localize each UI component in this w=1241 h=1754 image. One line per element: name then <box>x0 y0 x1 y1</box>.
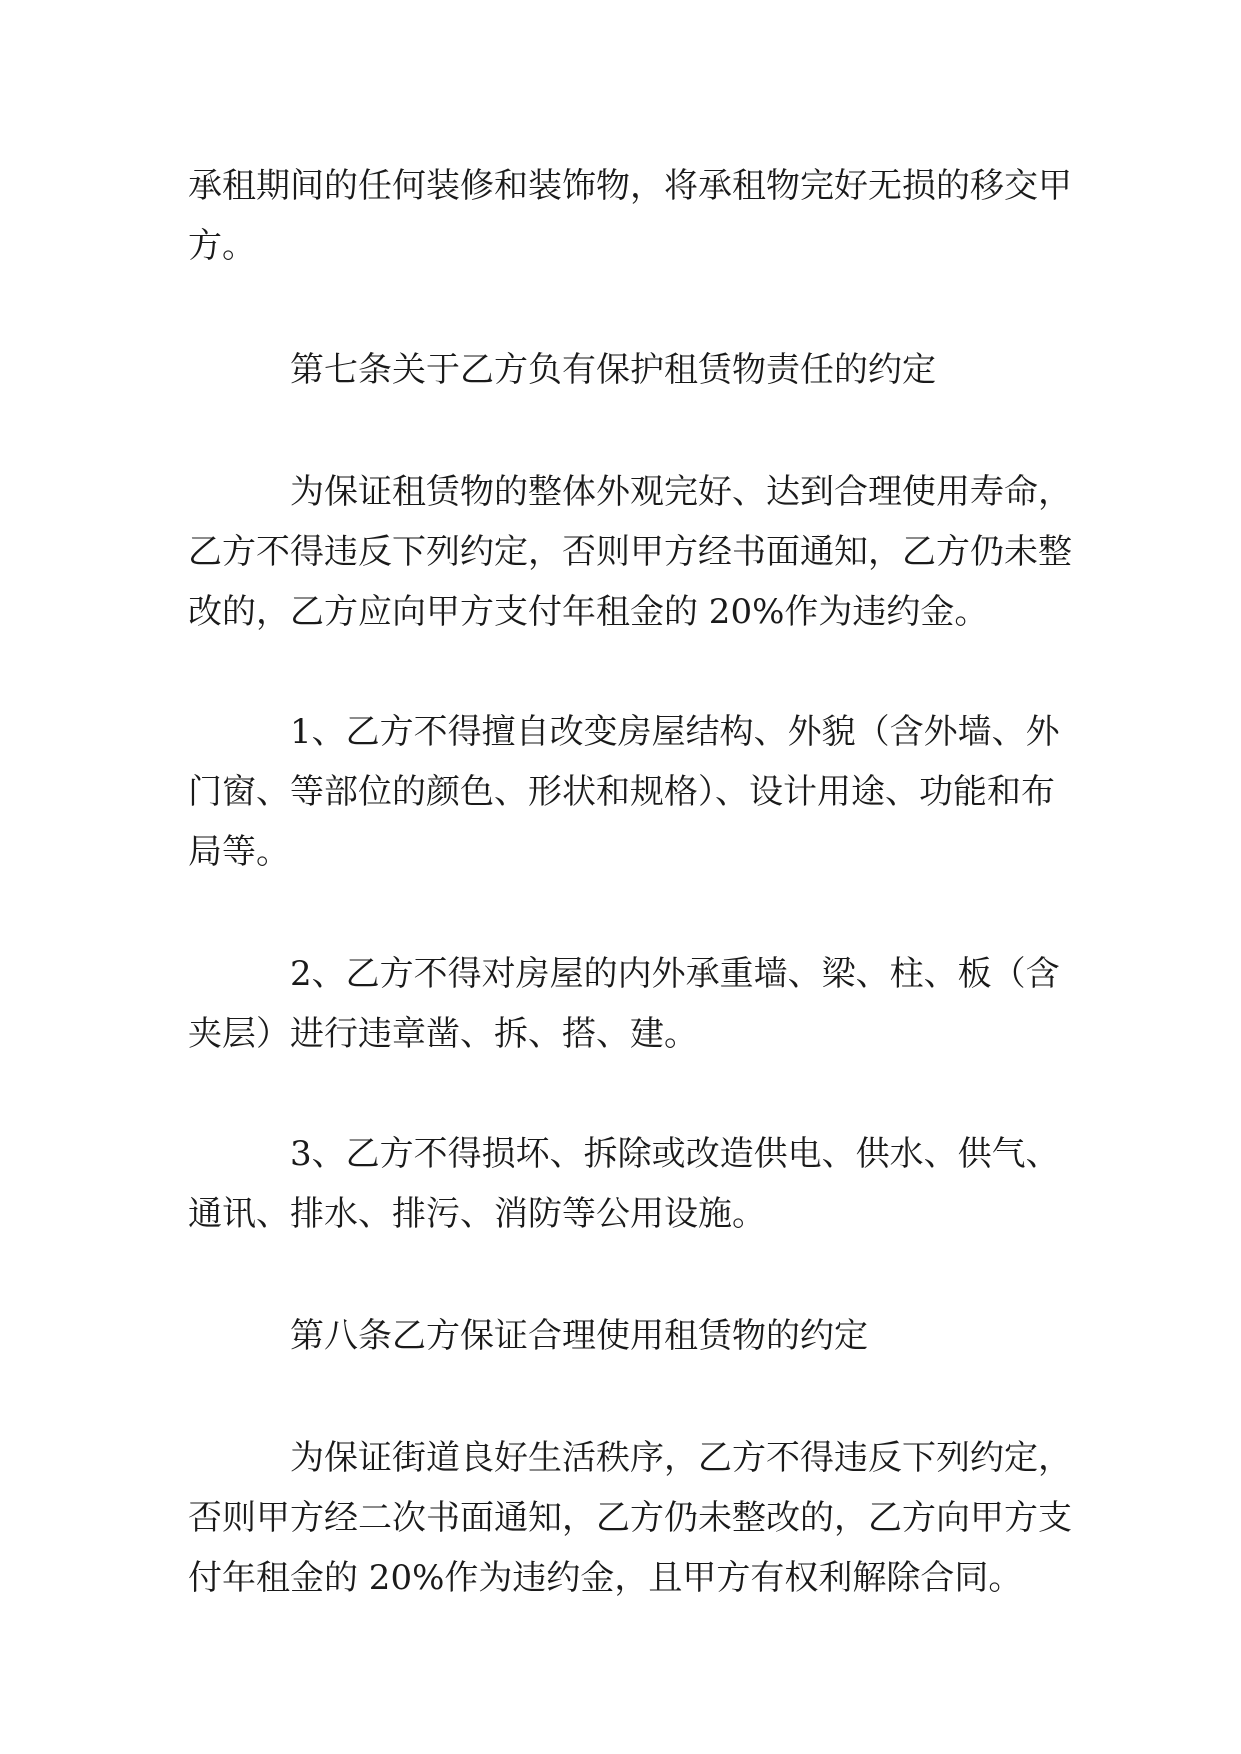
paragraph-line: 乙方不得违反下列约定，否则甲方经书面通知，乙方仍未整 <box>188 532 1072 572</box>
paragraph-line: 承租期间的任何装修和装饰物，将承租物完好无损的移交甲 <box>188 166 1072 206</box>
paragraph-line: 否则甲方经二次书面通知，乙方仍未整改的，乙方向甲方支 <box>188 1498 1072 1538</box>
list-item-1: 1、乙方不得擅自改变房屋结构、外貌（含外墙、外 <box>290 712 1060 752</box>
paragraph-line: 付年租金的 20%作为违约金，且甲方有权利解除合同。 <box>188 1558 1023 1598</box>
paragraph-line: 门窗、等部位的颜色、形状和规格）、设计用途、功能和布 <box>188 772 1055 812</box>
paragraph-line: 为保证街道良好生活秩序，乙方不得违反下列约定， <box>290 1438 1072 1478</box>
section-heading-article-8: 第八条乙方保证合理使用租赁物的约定 <box>290 1316 868 1356</box>
paragraph-line: 方。 <box>188 226 256 266</box>
paragraph-line: 局等。 <box>188 832 290 872</box>
section-heading-article-7: 第七条关于乙方负有保护租赁物责任的约定 <box>290 350 936 390</box>
list-item-3: 3、乙方不得损坏、拆除或改造供电、供水、供气、 <box>290 1134 1060 1174</box>
paragraph-line: 为保证租赁物的整体外观完好、达到合理使用寿命， <box>290 472 1072 512</box>
paragraph-line: 通讯、排水、排污、消防等公用设施。 <box>188 1194 766 1234</box>
list-item-2: 2、乙方不得对房屋的内外承重墙、梁、柱、板（含 <box>290 954 1060 994</box>
paragraph-line: 夹层）进行违章凿、拆、搭、建。 <box>188 1014 698 1054</box>
paragraph-line: 改的，乙方应向甲方支付年租金的 20%作为违约金。 <box>188 592 989 632</box>
